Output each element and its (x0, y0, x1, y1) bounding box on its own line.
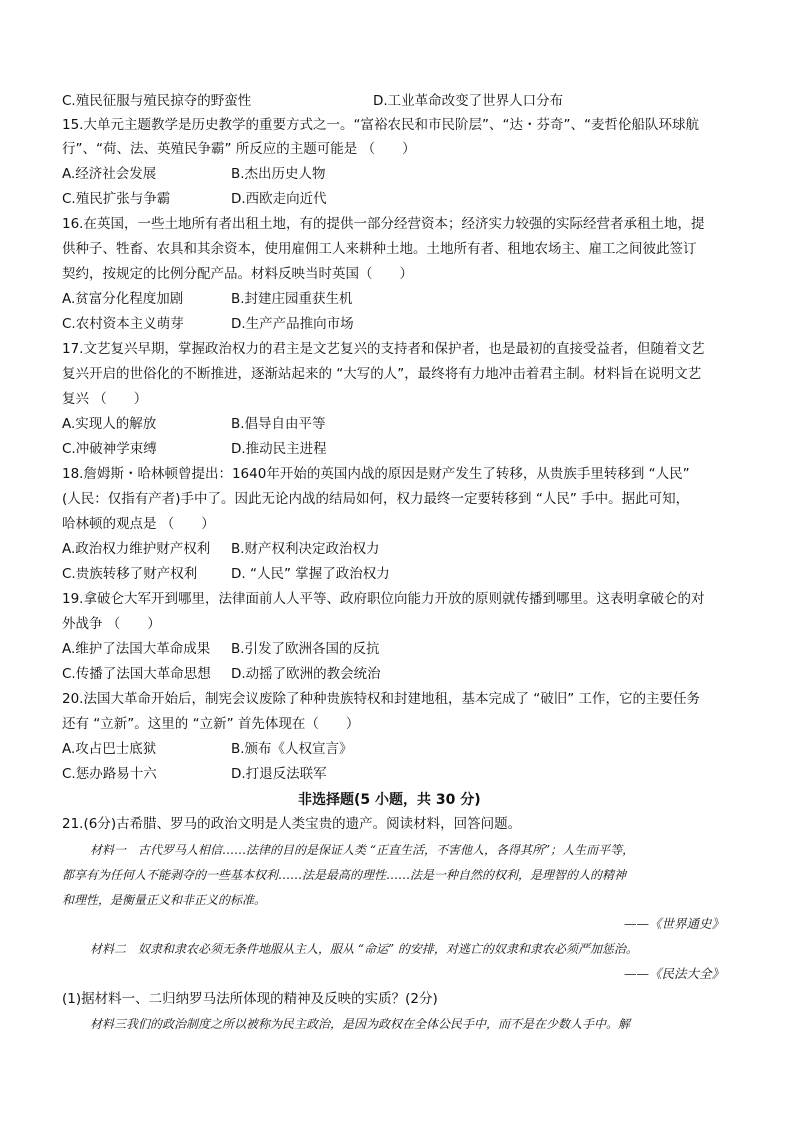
q14-option-d: D.工业革命改变了世界人口分布 (373, 93, 564, 109)
q16-stem-line3: 契约，按规定的比例分配产品。材料反映当时英国（ ） (62, 266, 413, 282)
q21-intro: 21.(6分)古希腊、罗马的政治文明是人类宝贵的遗产。阅读材料，回答问题。 (62, 816, 522, 832)
q17-option-d: D.推动民主进程 (231, 441, 327, 457)
q14-option-c: C.殖民征服与殖民掠夺的野蛮性 (62, 93, 252, 109)
q19-option-d: D.动摇了欧洲的教会统治 (231, 666, 381, 682)
q16-stem-line2: 供种子、牲畜、农具和其余资本，使用雇佣工人来耕种土地。土地所有者、租地农场主、雇工之间彼此签订 (62, 241, 697, 257)
q18-option-a: A.政治权力维护财产权利 (62, 541, 211, 557)
q20-option-d: D.打退反法联军 (231, 766, 327, 782)
q17-option-c: C.冲破神学束缚 (62, 441, 157, 457)
q15-stem-line2: 行”、“荷、法、英殖民争霸” 所反应的主题可能是 （ ） (62, 141, 416, 157)
q17-option-a: A.实现人的解放 (62, 416, 157, 432)
q18-option-c: C.贵族转移了财产权利 (62, 566, 198, 582)
q20-option-a: A.攻占巴士底狱 (62, 741, 157, 757)
q21-subquestion1: (1)据材料一、二归纳罗马法所体现的精神及反映的实质？(2分) (62, 991, 438, 1007)
q16-option-d: D.生产产品推向市场 (231, 316, 354, 332)
q15-option-b: B.杰出历史人物 (231, 166, 326, 182)
q17-stem-line2: 复兴开启的世俗化的不断推进，逐渐站起来的 “大写的人”，最终将有力地冲击着君主制。材料旨在说明文艺 (62, 366, 702, 382)
q15-option-d: D.西欧走向近代 (231, 191, 327, 207)
q20-option-b: B.颁布《人权宣言》 (231, 741, 353, 757)
q17-stem-line1: 17.文艺复兴早期，掌握政治权力的君主是文艺复兴的支持者和保护者，也是最初的直接受益者，但随着文艺 (62, 341, 705, 357)
section-title: 非选择题(5 小题，共 30 分) (298, 792, 481, 808)
q15-option-c: C.殖民扩张与争霸 (62, 191, 171, 207)
q17-stem-line3: 复兴 （ ） (62, 391, 148, 407)
q21-material3-line1: 材料三我们的政治制度之所以被称为民主政治，是因为政权在全体公民手中，而不是在少数人手中。解 (90, 1017, 631, 1031)
q19-option-b: B.引发了欧洲各国的反抗 (231, 641, 380, 657)
q21-material1-line1: 材料一 古代罗马人相信……法律的目的是保证人类 “正直生活，不害他人，各得其所”；人生而平等， (90, 843, 635, 857)
q16-stem-line1: 16.在英国，一些土地所有者出租土地，有的提供一部分经营资本；经济实力较强的实际经营者承租土地，提 (62, 216, 705, 232)
q21-material2-line1: 材料二 奴隶和隶农必须无条件地服从主人，服从 “命运” 的安排，对逃亡的奴隶和隶农必须严加惩治。 (90, 942, 638, 956)
q19-option-c: C.传播了法国大革命思想 (62, 666, 211, 682)
q18-option-d: D. “人民” 掌握了政治权力 (231, 566, 390, 582)
q20-stem-line2: 还有 “立新”。这里的 “立新” 首先体现在（ ） (62, 716, 360, 732)
q20-stem-line1: 20.法国大革命开始后，制宪会议废除了种种贵族特权和封建地租，基本完成了 “破旧” 工作，它的主要任务 (62, 691, 701, 707)
q21-material1-line2: 都享有为任何人不能剥夺的一些基本权利……法是最高的理性……法是一种自然的权利，是理智的人的精神 (62, 868, 627, 882)
q21-material1-source: ——《世界通史》 (624, 916, 725, 931)
q18-option-b: B.财产权利决定政治权力 (231, 541, 380, 557)
q17-option-b: B.倡导自由平等 (231, 416, 326, 432)
q19-option-a: A.维护了法国大革命成果 (62, 641, 211, 657)
q21-material1-line3: 和理性，是衡量正义和非正义的标准。 (62, 893, 267, 907)
q16-option-a: A.贫富分化程度加剧 (62, 291, 184, 307)
q20-option-c: C.惩办路易十六 (62, 766, 157, 782)
q18-stem-line3: 哈林顿的观点是 （ ） (62, 516, 215, 532)
q19-stem-line2: 外战争 （ ） (62, 616, 161, 632)
q16-option-c: C.农村资本主义萌芽 (62, 316, 184, 332)
q18-stem-line1: 18.詹姆斯・哈林顿曾提出：1640年开始的英国内战的原因是财产发生了转移，从贵族手里转移到 “人民” (62, 466, 690, 482)
q15-option-a: A.经济社会发展 (62, 166, 157, 182)
q15-stem-line1: 15.大单元主题教学是历史教学的重要方式之一。“富裕农民和市民阶层”、“达・芬奇”、“麦哲伦船队环球航 (62, 117, 699, 133)
q18-stem-line2: (人民：仅指有产者)手中了。因此无论内战的结局如何，权力最终一定要转移到 “人民” 手中。据此可知， (62, 491, 690, 507)
q16-option-b: B.封建庄园重获生机 (231, 291, 353, 307)
q21-material2-source: ——《民法大全》 (624, 966, 725, 981)
q19-stem-line1: 19.拿破仑大军开到哪里，法律面前人人平等、政府职位向能力开放的原则就传播到哪里。这表明拿破仑的对 (62, 591, 705, 607)
